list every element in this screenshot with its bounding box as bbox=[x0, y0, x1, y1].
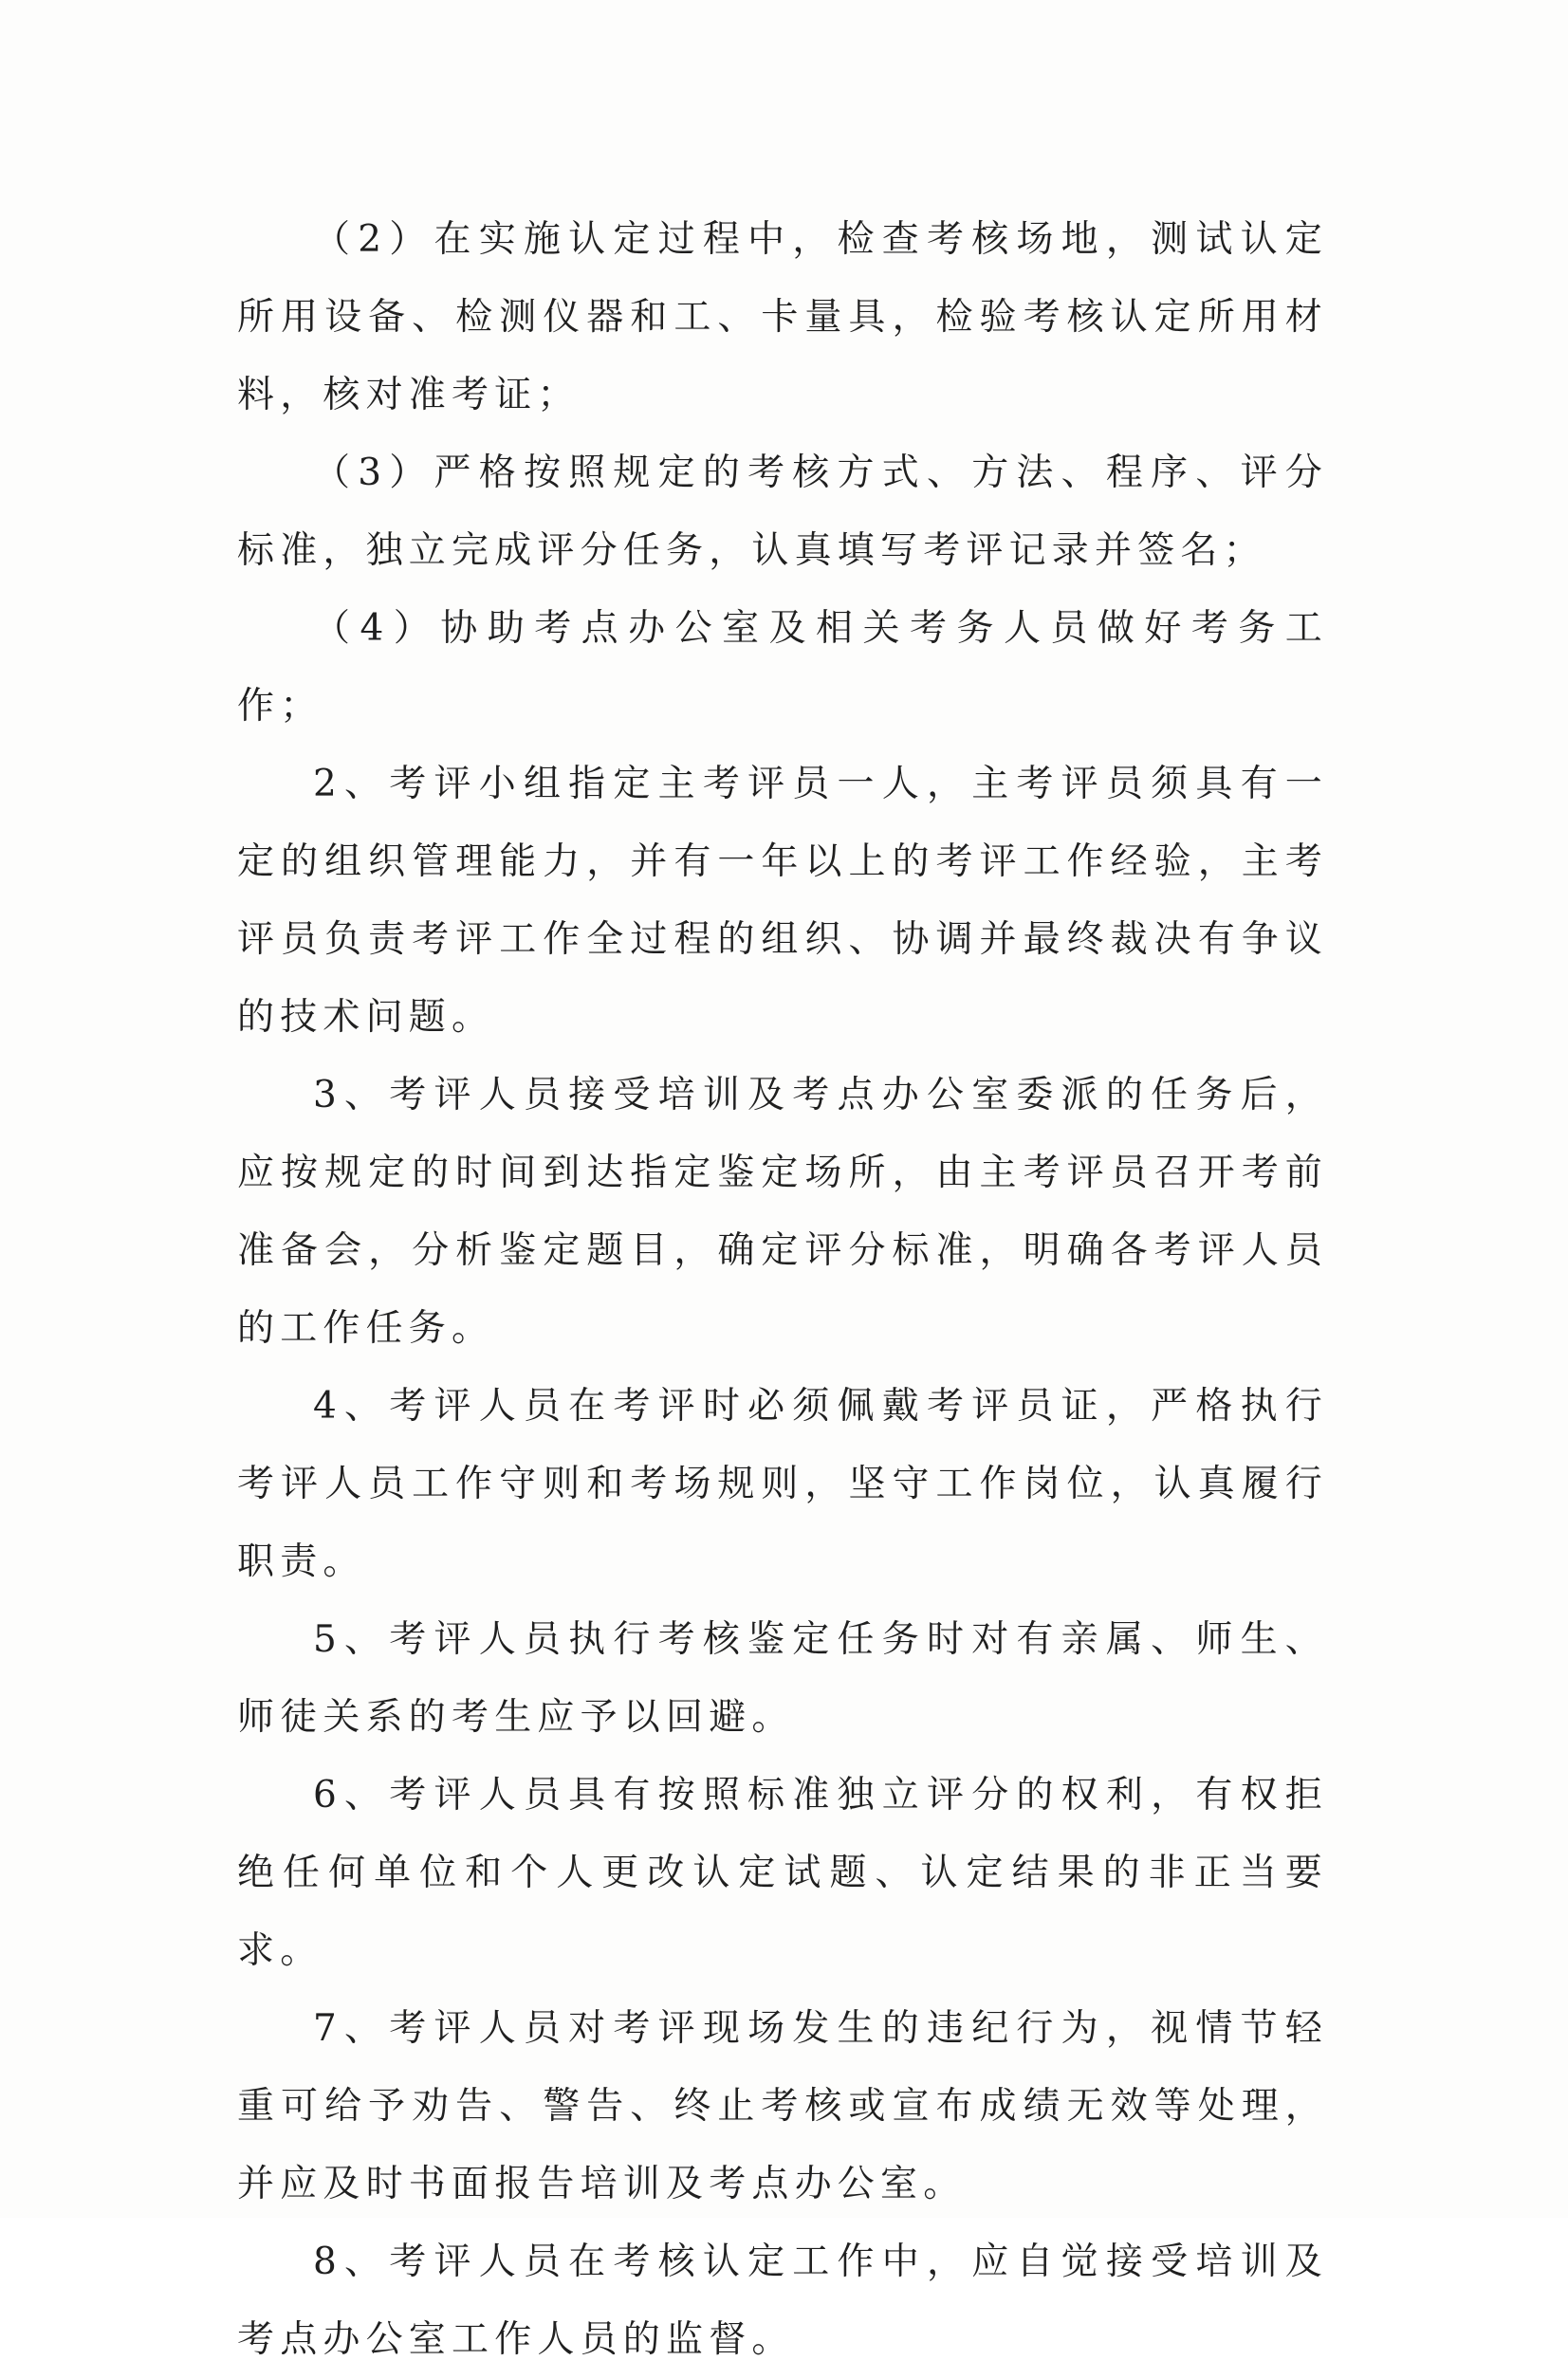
paragraph-rule-3: 3、考评人员接受培训及考点办公室委派的任务后，应按规定的时间到达指定鉴定场所，由主考评员召开考前准备会，分析鉴定题目，确定评分标准，明确各考评人员的工作任务。 bbox=[237, 1074, 1328, 1350]
paragraph-item-3: （3）严格按照规定的考核方式、方法、程序、评分标准，独立完成评分任务，认真填写考评记录并签名； bbox=[237, 452, 1328, 572]
paragraph-item-2: （2）在实施认定过程中，检查考核场地，测试认定所用设备、检测仪器和工、卡量具，检验考核认定所用材料，核对准考证； bbox=[237, 218, 1328, 416]
paragraph-rule-4: 4、考评人员在考评时必须佩戴考评员证，严格执行考评人员工作守则和考场规则，坚守工作岗位，认真履行职责。 bbox=[237, 1385, 1328, 1583]
paragraph-rule-5: 5、考评人员执行考核鉴定任务时对有亲属、师生、师徒关系的考生应予以回避。 bbox=[237, 1618, 1328, 1739]
paragraph-rule-2: 2、考评小组指定主考评员一人，主考评员须具有一定的组织管理能力，并有一年以上的考评工作经验，主考评员负责考评工作全过程的组织、协调并最终裁决有争议的技术问题。 bbox=[237, 763, 1328, 1039]
document-body bbox=[237, 201, 1328, 2379]
paragraph-rule-8: 8、考评人员在考核认定工作中，应自觉接受培训及考点办公室工作人员的监督。 bbox=[237, 2241, 1328, 2361]
paragraph-item-4: （4）协助考点办公室及相关考务人员做好考务工作； bbox=[237, 607, 1328, 728]
paragraph-rule-6: 6、考评人员具有按照标准独立评分的权利，有权拒绝任何单位和个人更改认定试题、认定结果的非正当要求。 bbox=[237, 1774, 1328, 1972]
paragraph-rule-7: 7、考评人员对考评现场发生的违纪行为，视情节轻重可给予劝告、警告、终止考核或宣布成绩无效等处理，并应及时书面报告培训及考点办公室。 bbox=[237, 2007, 1328, 2205]
